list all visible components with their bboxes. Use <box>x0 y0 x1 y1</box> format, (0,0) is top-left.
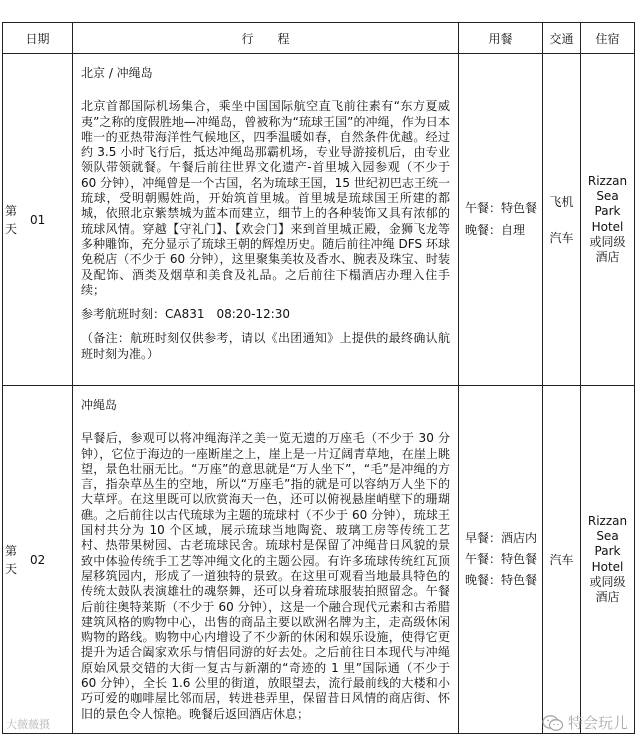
header-meals: 用餐 <box>459 23 543 54</box>
itinerary-description: 早餐后，参观可以将冲绳海洋之美一览无遗的万座毛（不少于 30 分钟），它位于海边的一座断崖之上，崖上是一片辽阔青草地，在崖上眺望，景色壮丽无比。“万座”的意思就是“万人坐下”，“毛”是冲绳的方言，指杂草丛生的空地，所以“万座毛”指的就是可以容纳万人坐下的大草坪。在这里既可以欣赏海天一色，还可以俯视悬崖峭壁下的珊瑚礁。之后前往以古代琉球为主题的琉球村（不少于 60 分钟），琉球王国村共分为 10 个区域，展示琉球当地陶瓷、玻璃工房等传统工艺村、热带果树园、古老琉球民舍。琉球村是保留了冲绳昔日风貌的景致中体验传统手工艺等冲绳文化的主题公园。有许多琉球传统红瓦顶屋移筑园内，形成了一道独特的景致。在这里可观看当地最具特色的传统太鼓队表演雄壮的魂祭舞，还可以身着琉球服装拍照留念。午餐后前往奥特莱斯（不少于 60 分钟），这是一个融合现代元素和古希腊建筑风格的购物中心，出售的商品主要以欧洲名牌为主，走高级休闲购物的路线。购物中心内增设了不少新的休闲和娱乐设施，使得它更提升为适合阖家欢乐与情侣同游的好去处。之后前往日本现代与冲绳原始风景交错的大街一复古与新潮的“奇迹的 1 里”国际通（不少于 60 分钟），全长 1.6 公里的街道，放眼望去，流行最前线的大楼和小巧可爱的咖啡屋比邻而居，转进巷弄里，保留昔日风情的商店街、怀旧的景色令人惊艳。晚餐后返回酒店休息； <box>81 431 450 721</box>
meal-item: 午餐：特色餐 <box>465 551 538 566</box>
meal-item: 晚餐：特色餐 <box>465 573 538 588</box>
day-row-01 <box>3 54 635 386</box>
day-cell <box>3 386 73 734</box>
hotel-line: Rizzan <box>587 513 628 528</box>
hotel-line: Sea <box>596 188 619 203</box>
itinerary-cell <box>73 54 459 386</box>
transport-item: 汽车 <box>549 230 574 245</box>
transport-item: 飞机 <box>549 194 574 209</box>
route-title: 北京 / 冲绳岛 <box>81 66 153 80</box>
hotel-cell <box>581 386 635 734</box>
header-hotel: 住宿 <box>581 23 635 54</box>
watermark-right-text: 特会玩儿 <box>567 714 628 732</box>
flight-note: （备注：航班时刻仅供参考，请以《出团通知》上提供的最终确认航班时刻为准。） <box>81 331 450 361</box>
day-char-top: 第 <box>5 203 18 218</box>
hotel-line: Rizzan <box>587 173 628 188</box>
day-cell <box>3 54 73 386</box>
hotel-line: 或同级 <box>589 234 626 249</box>
flight-time: 参考航班时刻：CA831 08:20-12:30 <box>81 307 290 322</box>
meal-item: 晚餐：自理 <box>465 222 526 237</box>
hotel-line: Park <box>594 544 621 559</box>
transport-item: 汽车 <box>549 552 574 567</box>
hotel-cell <box>581 54 635 386</box>
itinerary-description: 北京首都国际机场集合，乘坐中国国际航空直飞前往素有“东方夏威夷”之称的度假胜地—冲绳岛，曾被称为“琉球王国”的冲绳，作为日本唯一的亚热带海洋性气候地区，四季温暖如春，自然条件优越。经过约 3.5 小时飞行后，抵达冲绳岛那霸机场，专业导游接机后，由专业领队带领就餐。午餐后前往世界文化遗产-首里城入园参观（不少于 60 分钟），冲绳曾是一个古国，名为琉球王国，15 世纪初巴志王统一琉球，受明朝赐姓尚，开始筑首里城。首里城是琉球国王所建的都城，依照北京紫禁城为蓝本而建立，细节上的各种装饰又具有浓郁的琉球风情。穿越【守礼门】、【欢会门】来到首里城正殿，金狮飞龙等多种雕饰，充分显示了琉球王朝的辉煌历史。随后前往冲绳 DFS 环球免税店（不少于 60 分钟），这里聚集美妆及香水、腕表及珠宝、时装及配饰、酒类及烟草和美食及礼品。之后前往下榻酒店办理入住手续； <box>81 99 450 297</box>
day-row-02 <box>3 386 635 734</box>
hotel-line: Hotel <box>591 219 624 234</box>
meal-item: 早餐：酒店内 <box>465 530 538 545</box>
meal-item: 午餐：特色餐 <box>465 201 538 216</box>
hotel-line: Hotel <box>591 559 624 574</box>
day-char-bottom: 天 <box>5 221 18 236</box>
day-char-top: 第 <box>5 543 18 558</box>
hotel-line: 酒店 <box>595 250 620 265</box>
transport-cell <box>543 386 581 734</box>
header-date: 日期 <box>3 23 73 54</box>
hotel-line: Sea <box>596 528 619 543</box>
hotel-line: 或同级 <box>589 574 626 589</box>
itinerary-cell <box>73 386 459 734</box>
watermark-right <box>542 712 628 733</box>
wechat-icon <box>542 714 564 732</box>
day-char-bottom: 天 <box>5 561 18 576</box>
hotel-line: Park <box>594 204 621 219</box>
route-title: 冲绳岛 <box>81 398 118 412</box>
watermark-left <box>6 716 50 732</box>
watermark-left-text: 大薇薇摄 <box>6 718 50 731</box>
header-itinerary: 行 程 <box>73 23 459 54</box>
day-number: 01 <box>30 212 46 227</box>
itinerary-table <box>2 22 635 734</box>
header-row <box>3 23 635 54</box>
transport-cell <box>543 54 581 386</box>
meals-cell <box>459 386 543 734</box>
day-number: 02 <box>30 552 46 567</box>
hotel-line: 酒店 <box>595 590 620 605</box>
meals-cell <box>459 54 543 386</box>
header-transport: 交通 <box>543 23 581 54</box>
